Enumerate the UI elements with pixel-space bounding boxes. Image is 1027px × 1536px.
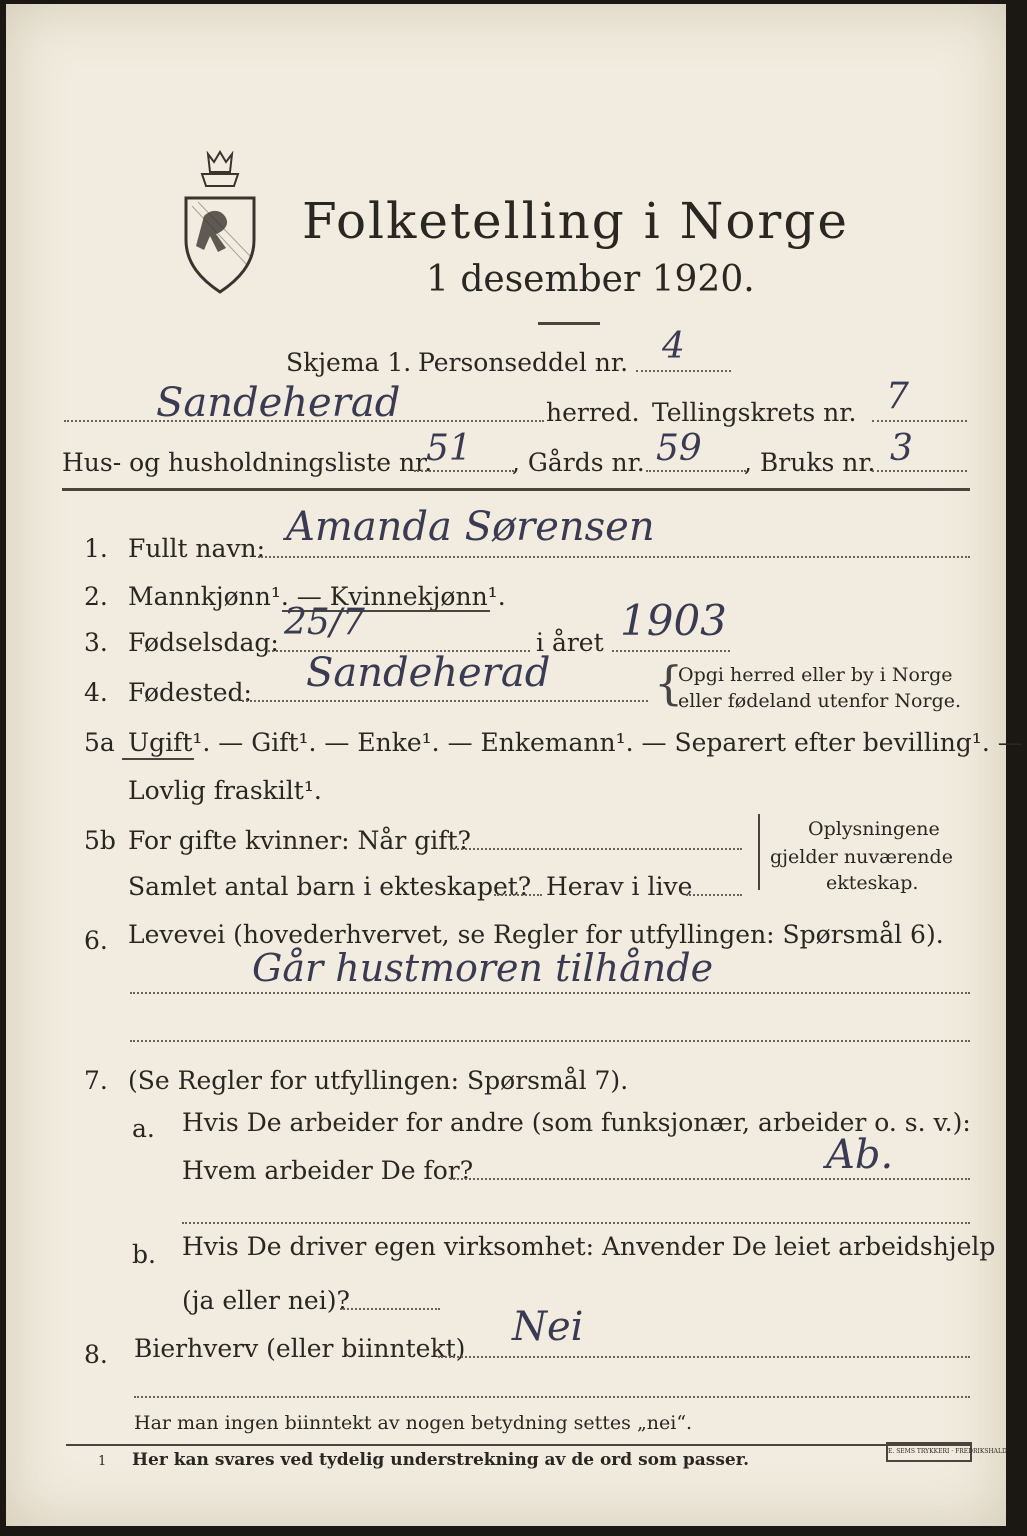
q5a-marital-status: Ugift¹. — Gift¹. — Enke¹. — Enkemann¹. — Separert efter bevilling¹. — [128, 728, 1023, 757]
q5b-bracket [758, 814, 763, 890]
q5b-herav-line [686, 894, 742, 896]
q3-year-label: i året [536, 628, 604, 657]
personseddel-value: 4 [662, 326, 685, 367]
q3-year: 1903 [620, 596, 727, 645]
q3-label: Fødselsdag: [128, 628, 279, 657]
bruks-value: 3 [890, 428, 913, 469]
q5b-married-label: For gifte kvinner: Når gift? [128, 826, 471, 855]
q7-label: (Se Regler for utfyllingen: Spørsmål 7). [128, 1066, 629, 1095]
gards-value: 59 [656, 428, 702, 469]
hus-label: Hus- og husholdningsliste nr. [62, 448, 433, 477]
q6-number: 6. [84, 926, 108, 955]
q5b-children-label: Samlet antal barn i ekteskapet? [128, 872, 532, 901]
q1-line [258, 556, 970, 558]
q4-note-1: Opgi herred eller by i Norge [678, 664, 953, 686]
tellingskrets-label: Tellingskrets nr. [652, 398, 857, 427]
q5a-underline-ugift [122, 758, 194, 760]
q7b-letter: b. [132, 1240, 156, 1269]
q8-line [438, 1356, 970, 1358]
gards-line [646, 470, 746, 472]
q7a-employer: Ab. [826, 1132, 894, 1178]
q6-line-1 [130, 992, 970, 994]
q5b-note-3: ekteskap. [826, 872, 919, 894]
q5a-number: 5a [84, 728, 115, 757]
q8-label: Bierhverv (eller biinntekt) [134, 1334, 466, 1363]
q7b-line [340, 1308, 440, 1310]
q8-side-income: Nei [512, 1304, 584, 1350]
q5a-line-2: Lovlig fraskilt¹. [128, 776, 322, 805]
q5b-children-line [494, 894, 542, 896]
bruks-line [872, 470, 967, 472]
q3-birthday: 25/7 [284, 602, 365, 643]
title-divider [538, 322, 600, 325]
footer-note: Har man ingen biinntekt av nogen betydning settes „nei“. [134, 1412, 693, 1434]
tellingskrets-value: 7 [886, 376, 909, 417]
q8-line-2 [134, 1396, 970, 1398]
q7a-letter: a. [132, 1114, 155, 1143]
census-date: 1 desember 1920. [426, 259, 755, 300]
q1-number: 1. [84, 534, 108, 563]
q7a-employer-label: Hvem arbeider De for? [182, 1156, 474, 1185]
q7-number: 7. [84, 1066, 108, 1095]
q4-birthplace: Sandeherad [306, 650, 551, 696]
q1-full-name: Amanda Sørensen [286, 504, 655, 550]
herred-value: Sandeherad [156, 380, 401, 426]
footer-divider [66, 1444, 970, 1446]
q3-year-line [612, 650, 730, 652]
bruks-label: , Bruks nr. [744, 448, 876, 477]
schema-label: Skjema 1. [286, 348, 412, 377]
census-form [6, 4, 1023, 1526]
q5b-herav-label: Herav i live [546, 872, 693, 901]
q7b-yes-no-label: (ja eller nei)? [182, 1286, 350, 1315]
q4-brace: { [654, 656, 684, 710]
q5b-note-2: gjelder nuværende [770, 846, 953, 868]
q4-label: Fødested: [128, 678, 252, 707]
q7a-question: Hvis De arbeider for andre (som funksjonær, arbeider o. s. v.): [182, 1108, 971, 1137]
q4-line [242, 700, 648, 702]
personseddel-label: Personseddel nr. [418, 348, 629, 377]
q1-label: Fullt navn: [128, 534, 266, 563]
q7b-question: Hvis De driver egen virksomhet: Anvender De leiet arbeidshjelp [182, 1232, 996, 1261]
q6-line-2 [130, 1040, 970, 1042]
q2-number: 2. [84, 582, 108, 611]
q6-occupation: Går hustmoren tilhånde [252, 946, 714, 990]
q4-note-2: eller fødeland utenfor Norge. [678, 690, 962, 712]
footnote-number: 1 [98, 1454, 107, 1469]
q7a-line-2 [182, 1222, 970, 1224]
gards-label: , Gårds nr. [512, 448, 645, 477]
footnote-text: Her kan svares ved tydelig understrekning av de ord som passer. [132, 1450, 750, 1470]
q3-number: 3. [84, 628, 108, 657]
q5b-note-1: Oplysningene [808, 818, 940, 840]
header-divider [62, 488, 970, 491]
q7a-employer-line [450, 1178, 970, 1180]
printer-stamp: E. SEMS TRYKKERI · FREDRIKSHALD [886, 1442, 972, 1462]
q5b-married-line [450, 848, 742, 850]
q5b-number: 5b [84, 826, 116, 855]
q8-number: 8. [84, 1340, 108, 1369]
tellingskrets-line [872, 420, 967, 422]
norwegian-coat-of-arms-icon [178, 146, 262, 296]
personseddel-line [636, 370, 731, 372]
q6-label: Levevei (hovederhvervet, se Regler for utfyllingen: Spørsmål 6). [128, 920, 944, 949]
q4-number: 4. [84, 678, 108, 707]
form-title: Folketelling i Norge [302, 192, 849, 250]
hus-line [414, 470, 514, 472]
q2-gender: Mannkjønn¹. — Kvinnekjønn¹. [128, 582, 506, 611]
herred-label: herred. [546, 398, 640, 427]
hus-value: 51 [426, 428, 472, 469]
